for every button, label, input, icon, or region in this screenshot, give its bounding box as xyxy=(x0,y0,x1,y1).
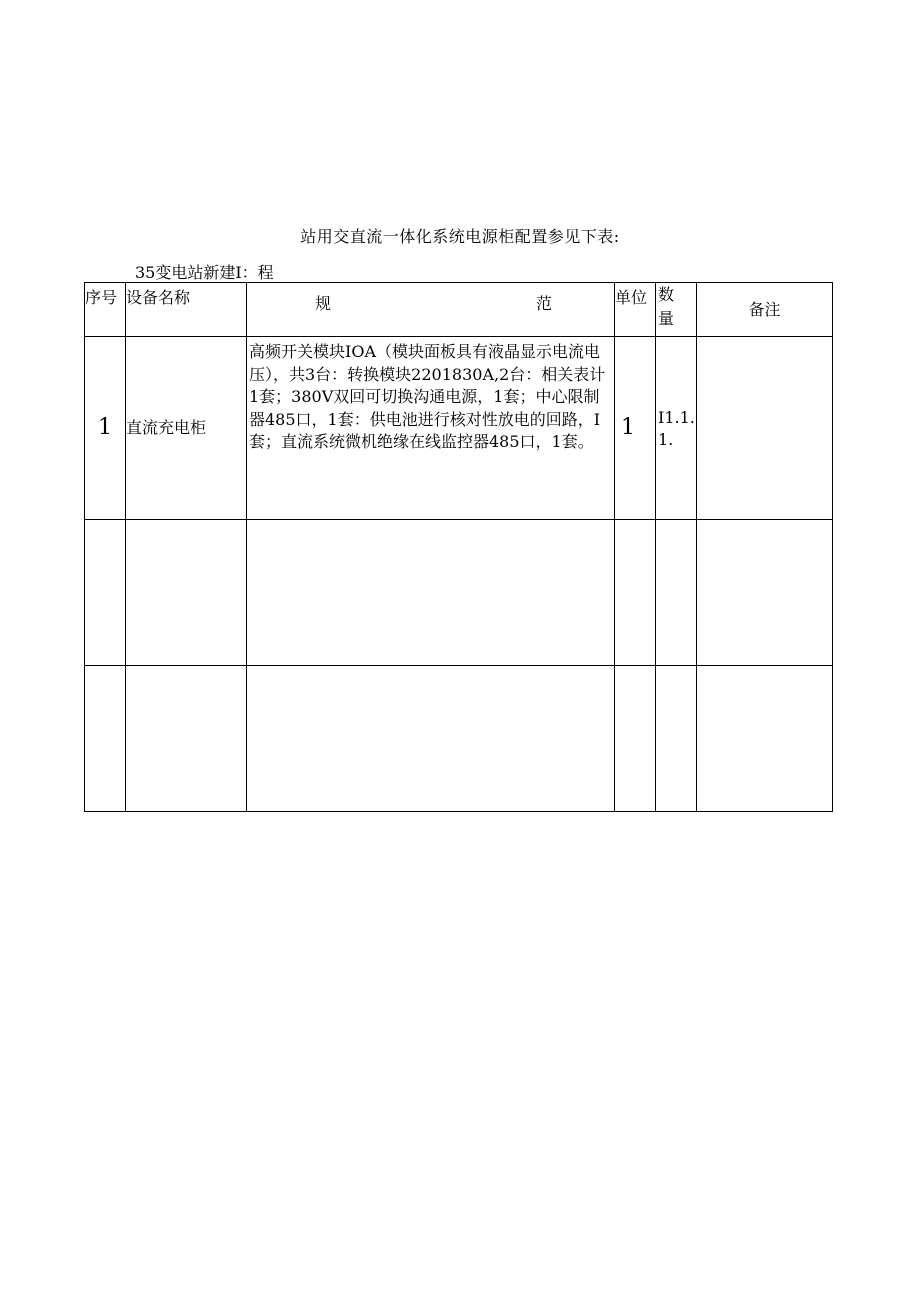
cell-seq xyxy=(85,666,126,812)
cell-seq xyxy=(85,337,126,520)
header-spec-left-label: 规 xyxy=(315,294,332,313)
cell-spec xyxy=(247,666,615,812)
cell-seq xyxy=(85,520,126,666)
row-qty-line2: 1. xyxy=(658,430,674,449)
header-remark xyxy=(697,283,833,337)
cell-name xyxy=(126,520,247,666)
table-header-row xyxy=(85,283,833,337)
cell-remark xyxy=(697,520,833,666)
table-row xyxy=(85,520,833,666)
header-qty-line2: 量 xyxy=(658,309,675,328)
header-name-label: 设备名称 xyxy=(126,288,191,307)
header-qty-line1: 数 xyxy=(658,285,675,304)
header-unit xyxy=(615,283,656,337)
header-spec-right-label: 范 xyxy=(535,294,552,313)
cell-qty xyxy=(656,520,697,666)
row-spec: 高频开关模块IOA（模块面板具有液晶显示电流电压），共3台：转换模块2201830A,2台：相关表计1套；380V双回可切换沟通电源，1套；中心限制器485口，1套：供电池进行核对性放电的回路，I套；直流系统微机绝缘在线监控器485口，1套。 xyxy=(249,342,606,451)
header-name xyxy=(126,283,247,337)
cell-spec xyxy=(247,520,615,666)
cell-name xyxy=(126,337,247,520)
project-subtitle: 35变电站新建I：程 xyxy=(135,263,274,282)
cell-name xyxy=(126,666,247,812)
table-row xyxy=(85,337,833,520)
cell-qty xyxy=(656,666,697,812)
cell-unit xyxy=(615,666,656,812)
cell-unit xyxy=(615,520,656,666)
header-spec xyxy=(247,283,615,337)
header-remark-label: 备注 xyxy=(748,299,781,319)
cell-spec xyxy=(247,337,615,520)
row-name: 直流充电柜 xyxy=(126,418,207,437)
row-qty-line1: I1.1. xyxy=(658,408,695,427)
header-unit-label: 单位 xyxy=(615,288,648,307)
row-seq: 1 xyxy=(98,415,112,440)
header-seq-label: 序号 xyxy=(85,288,118,307)
header-qty xyxy=(656,283,697,337)
table-row xyxy=(85,666,833,812)
equipment-config-table xyxy=(84,282,833,812)
row-unit: 1 xyxy=(621,415,635,440)
cell-remark xyxy=(697,666,833,812)
document-title: 站用交直流一体化系统电源柜配置参见下表: xyxy=(300,227,620,246)
cell-remark xyxy=(697,337,833,520)
cell-qty xyxy=(656,337,697,520)
cell-unit xyxy=(615,337,656,520)
header-seq xyxy=(85,283,126,337)
